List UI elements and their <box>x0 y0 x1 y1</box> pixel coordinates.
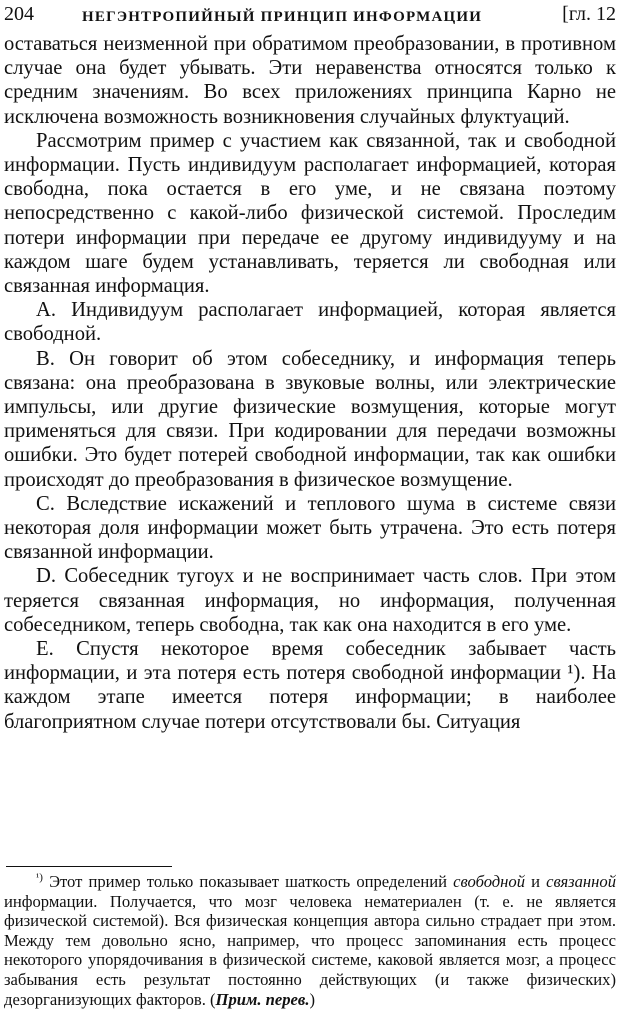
page-number: 204 <box>4 3 34 25</box>
running-header <box>4 0 616 32</box>
footnote-marker: ¹) <box>36 871 43 884</box>
paragraph-item-e: Е. Спустя некоторое время собеседник забывает часть информации, и эта потеря есть потеря свободной информации ¹). На каждом этапе имеется потеря информации; в наиболее благоприятном случае потери отсутствовали бы. Ситуация <box>4 638 616 733</box>
paragraph-item-d: D. Собеседник тугоух и не воспринимает часть слов. При этом теряется связанная информация, но информация, полученная собеседником, теперь свободна, так как она находится в его уме. <box>4 565 616 636</box>
footnote-text: Этот пример только показывает шаткость определений <box>42 872 454 891</box>
paragraph-item-b: В. Он говорит об этом собеседнику, и информация теперь связана: она преобразована в звуковые волны, или электрические импульсы, или другие физические возмущения, которые могут применяться для связи. При кодировании для передачи возможны ошибки. Это будет потерей свободной информации, так как ошибки происходят до преобразования в физическое возмущение. <box>4 347 616 491</box>
paragraph-item-c: С. Вследствие искажений и теплового шума в системе связи некоторая доля информации может быть утрачена. Это есть потеря связанной информации. <box>4 492 616 564</box>
footnote-text: информации. Получается, что мозг человека нематериален (т. е. не является физической системой). Вся физическая концепция автора сильно страдает при этом. Между тем довольно ясно, например, что процесс запоминания есть процесс некоторого упорядочивания в физической системе, каковой является мозг, а процесс забывания есть результат постоянно действующих (и также физических) дезорганизующих факторов. ( <box>4 891 616 1009</box>
running-title: НЕГЭНТРОПИЙНЫЙ ПРИНЦИП ИНФОРМАЦИИ <box>82 9 483 25</box>
footnote-emphasis: свободной <box>453 872 525 891</box>
footnote <box>4 872 616 1009</box>
main-text <box>4 32 616 734</box>
paragraph-item-a: А. Индивидуум располагает информацией, которая является свободной. <box>4 299 616 346</box>
book-page <box>4 0 616 1009</box>
footnote-emphasis: связанной <box>546 872 616 891</box>
footnote-text: и <box>525 872 547 891</box>
footnote-divider <box>6 866 172 867</box>
paragraph: оставаться неизменной при обратимом преобразовании, в противном случае она будет убывать. Эти неравенства относятся только к средним значениям. Во всех приложениях принципа Карно не исключена возможность возникновения случайных флуктуаций. <box>4 33 616 128</box>
chapter-label: [гл. 12 <box>562 3 616 25</box>
translator-note: Прим. перев. <box>215 989 310 1009</box>
paragraph: Рассмотрим пример с участием как связанной, так и свободной информации. Пусть индивидуум располагает информацией, которая свободна, пока остается в его уме, и не связана поэтому непосредственно с какой-либо физической системой. Проследим потери информации при передаче ее другому индивидууму и на каждом шаге будем устанавливать, теряется ли свободная или связанная информация. <box>4 129 616 298</box>
footnote-text: ) <box>309 989 315 1009</box>
